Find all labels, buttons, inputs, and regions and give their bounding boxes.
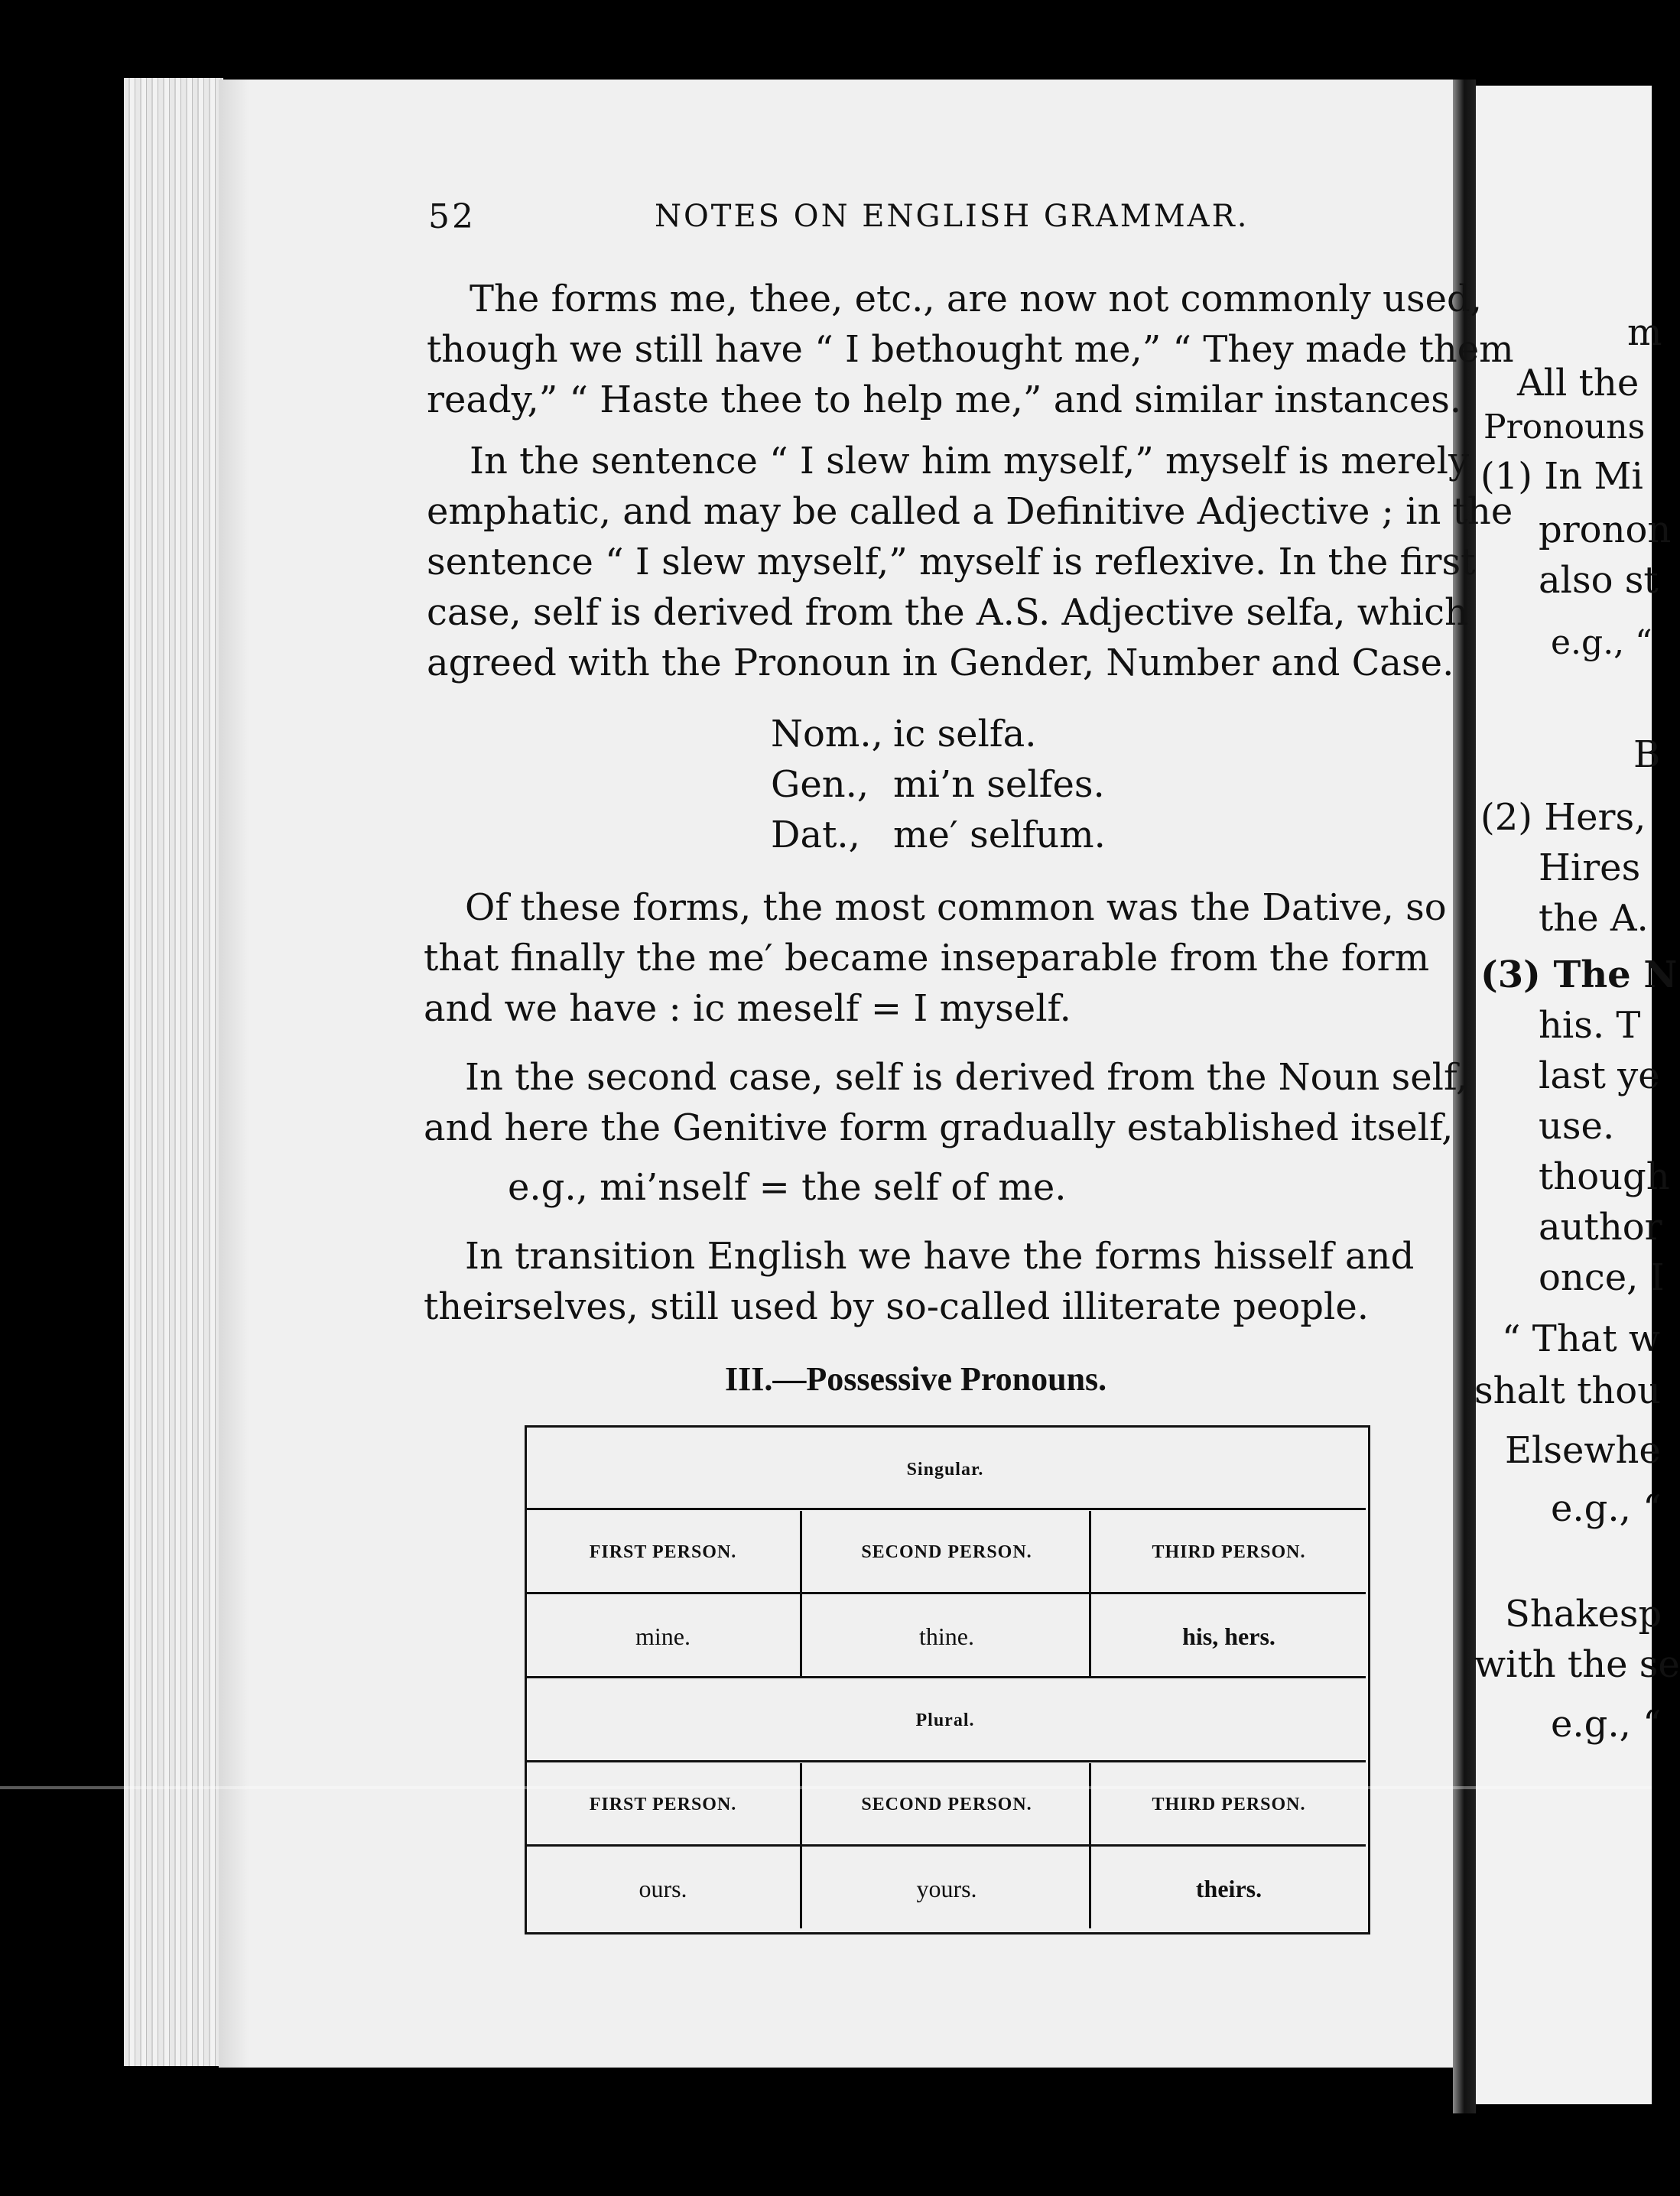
table-rule (525, 1592, 1366, 1594)
right-fragment: (1) In Mi (1480, 455, 1643, 498)
right-fragment: author (1539, 1206, 1662, 1249)
page-edges (124, 78, 223, 2066)
p3-line-2: that finally the me′ became inseparable from the form (424, 937, 1430, 979)
right-fragment: his. T (1539, 1004, 1641, 1047)
p4-example: e.g., mi’nself = the self of me. (508, 1166, 1067, 1209)
singular-third-person-header: THIRD PERSON. (1152, 1541, 1306, 1562)
right-fragment: B (1633, 733, 1661, 776)
singular-second-person-header: SECOND PERSON. (861, 1541, 1032, 1562)
right-fragment: Shakesp (1505, 1593, 1662, 1636)
declension-nom-case: Nom., (771, 713, 883, 755)
right-fragment: with the se (1474, 1643, 1680, 1686)
right-fragment: shalt thou (1474, 1369, 1662, 1412)
singular-second-value: thine. (919, 1622, 974, 1650)
right-fragment: m (1627, 311, 1662, 354)
p1-line-3: ready,” “ Haste thee to help me,” and similar instances. (427, 378, 1462, 421)
declension-gen-case: Gen., (771, 763, 869, 806)
right-fragment: e.g., “ (1551, 1487, 1662, 1530)
left-page-shade (219, 80, 249, 2068)
p5-line-2: theirselves, still used by so-called illiterate people. (424, 1285, 1369, 1328)
plural-first-person-header: FIRST PERSON. (589, 1794, 737, 1814)
table-rule (525, 1760, 1366, 1762)
right-fragment: last ye (1539, 1054, 1660, 1097)
right-page-text (1474, 86, 1680, 2104)
declension-gen-form: mi’n selfes. (893, 763, 1105, 806)
p2-line-5: agreed with the Pronoun in Gender, Number and Case. (427, 642, 1454, 684)
p3-line-3: and we have : ic meself = I myself. (424, 987, 1071, 1030)
page-number: 52 (428, 197, 476, 236)
declension-nom-form: ic selfa. (893, 713, 1037, 755)
right-fragment: use. (1539, 1105, 1615, 1148)
p3-line-1: Of these forms, the most common was the Dative, so (465, 886, 1447, 929)
right-fragment: though (1539, 1155, 1670, 1198)
section-title: III.—Possessive Pronouns. (725, 1360, 1107, 1398)
plural-second-value: yours. (916, 1874, 977, 1902)
p2-line-2: emphatic, and may be called a Definitive Adjective ; in the (427, 490, 1513, 533)
plural-second-person-header: SECOND PERSON. (861, 1794, 1032, 1814)
right-fragment: (2) Hers, (1480, 796, 1646, 839)
right-fragment: e.g., “ (1551, 623, 1652, 662)
singular-first-value: mine. (635, 1622, 691, 1650)
p1-line-1: The forms me, thee, etc., are now not commonly used, (470, 278, 1482, 320)
right-fragment: All the (1517, 362, 1639, 404)
right-fragment: pronon (1539, 508, 1672, 551)
p4-line-2: and here the Genitive form gradually established itself, (424, 1106, 1454, 1149)
declension-dat-case: Dat., (771, 814, 860, 856)
right-fragment: (3) The N (1480, 953, 1678, 996)
scan-artifact-line (0, 1786, 1652, 1789)
right-fragment: Pronouns (1483, 408, 1646, 447)
p1-line-2: though we still have “ I bethought me,” “ They made them (427, 328, 1514, 371)
right-fragment: Hires (1539, 846, 1641, 889)
singular-first-person-header: FIRST PERSON. (589, 1541, 737, 1562)
plural-third-person-header: THIRD PERSON. (1152, 1794, 1306, 1814)
singular-label: Singular. (906, 1459, 984, 1480)
plural-label: Plural. (915, 1710, 975, 1730)
right-fragment: also st (1539, 559, 1659, 602)
right-fragment: Elsewhe (1505, 1429, 1661, 1472)
table-column-rule (800, 1511, 802, 1676)
p2-line-4: case, self is derived from the A.S. Adjective selfa, which (427, 591, 1468, 634)
plural-first-value: ours. (639, 1874, 687, 1902)
table-rule (525, 1844, 1366, 1847)
right-fragment: once, I (1539, 1256, 1665, 1299)
right-fragment: “ That w (1502, 1317, 1660, 1360)
right-fragment: e.g., “ (1551, 1703, 1662, 1746)
table-rule (525, 1676, 1366, 1678)
p5-line-1: In transition English we have the forms hisself and (465, 1235, 1415, 1278)
p2-line-1: In the sentence “ I slew him myself,” myself is merely (470, 440, 1470, 482)
running-title: NOTES ON ENGLISH GRAMMAR. (655, 199, 1249, 234)
p4-line-1: In the second case, self is derived from the Noun self, (465, 1056, 1468, 1099)
right-fragment: the A. (1539, 897, 1649, 940)
p2-line-3: sentence “ I slew myself,” myself is reflexive. In the first (427, 541, 1476, 583)
plural-third-value: theirs. (1195, 1874, 1262, 1902)
table-rule (525, 1508, 1366, 1510)
declension-dat-form: me′ selfum. (893, 814, 1106, 856)
table-column-rule (1089, 1511, 1091, 1676)
singular-third-value: his, hers. (1182, 1622, 1275, 1650)
